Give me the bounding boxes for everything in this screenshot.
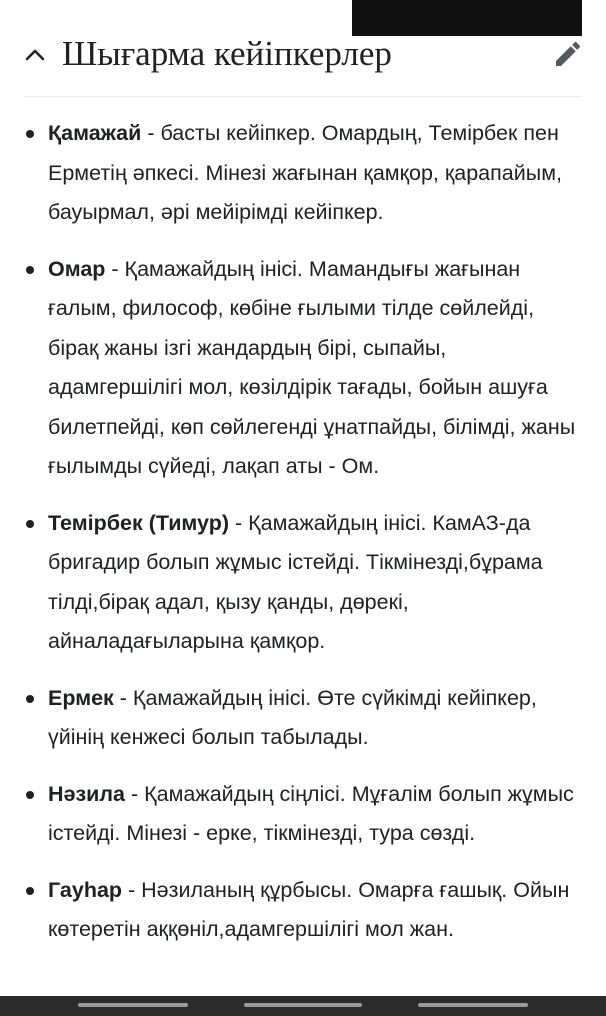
- character-list: [0, 114, 606, 967]
- character-description: -да бригадир болып жұмыс істейді. Тікмінезді,бұрама тілді,бірақ адал, қызу қанды, дөрекі, айналадағыларына қамқор.: [48, 510, 543, 653]
- list-item-omar: [0, 250, 606, 487]
- kamaz-link[interactable]: КамАЗ: [432, 510, 499, 535]
- character-description: - Қамажайдың інісі.: [229, 510, 433, 535]
- section-divider: [24, 96, 582, 97]
- character-description: - Нәзиланың құрбысы. Омарға ғашық. Ойын көтеретін аққөніл,адамгершілігі мол жан.: [48, 877, 570, 941]
- character-name: Омар: [48, 256, 106, 281]
- character-description: - Қамажайдың інісі. Өте сүйкімді кейіпкер, үйінің кенжесі болып табылады.: [48, 685, 537, 749]
- bottom-fade: [0, 964, 606, 996]
- character-description: - Қамажайдың сіңлісі. Мұғалім болып жұмыс істейді. Мінезі - ерке, тікмінезді, тура сөзді.: [48, 781, 574, 845]
- list-item-kamazhai: [0, 114, 606, 233]
- nav-segment: [418, 1003, 528, 1007]
- character-name: Ермек: [48, 685, 114, 710]
- section-header: [0, 28, 606, 84]
- list-item-gauhar: [0, 871, 606, 950]
- character-name: Қамажай: [48, 121, 142, 145]
- character-name: Нәзила: [48, 781, 126, 806]
- character-name: Темірбек (Тимур): [48, 510, 229, 535]
- character-description: - Қамажайдың інісі. Мамандығы жағынан ғалым, философ, көбіне ғылыми тілде сөйлейді, бірақ жаны ізгі жандардың бірі, сыпайы, адамгершілігі мол, көзілдірік тағады, бойын ашуға билетпейді, көп сөйлегенді ұнатпайды, білімді, жаны ғылымды сүйеді, лақап аты - Ом.: [48, 256, 576, 478]
- list-item-nazila: [0, 775, 606, 854]
- nav-segment: [78, 1003, 188, 1007]
- system-navigation-bar: [0, 996, 606, 1016]
- character-description: - басты кейіпкер. Омардың, Темірбек пен Ерметің әпкесі. Мінезі жағынан қамқор, қарапайым, бауырмал, әрі мейірімді кейіпкер.: [48, 121, 562, 224]
- list-item-temirbek: [0, 504, 606, 662]
- character-name: Гауһар: [48, 877, 123, 902]
- list-item-ermek: [0, 679, 606, 758]
- pencil-icon[interactable]: [552, 38, 584, 70]
- chevron-up-icon[interactable]: [24, 44, 46, 66]
- section-title: Шығарма кейіпкерлер: [62, 34, 392, 73]
- nav-gesture-handle[interactable]: [244, 1003, 362, 1007]
